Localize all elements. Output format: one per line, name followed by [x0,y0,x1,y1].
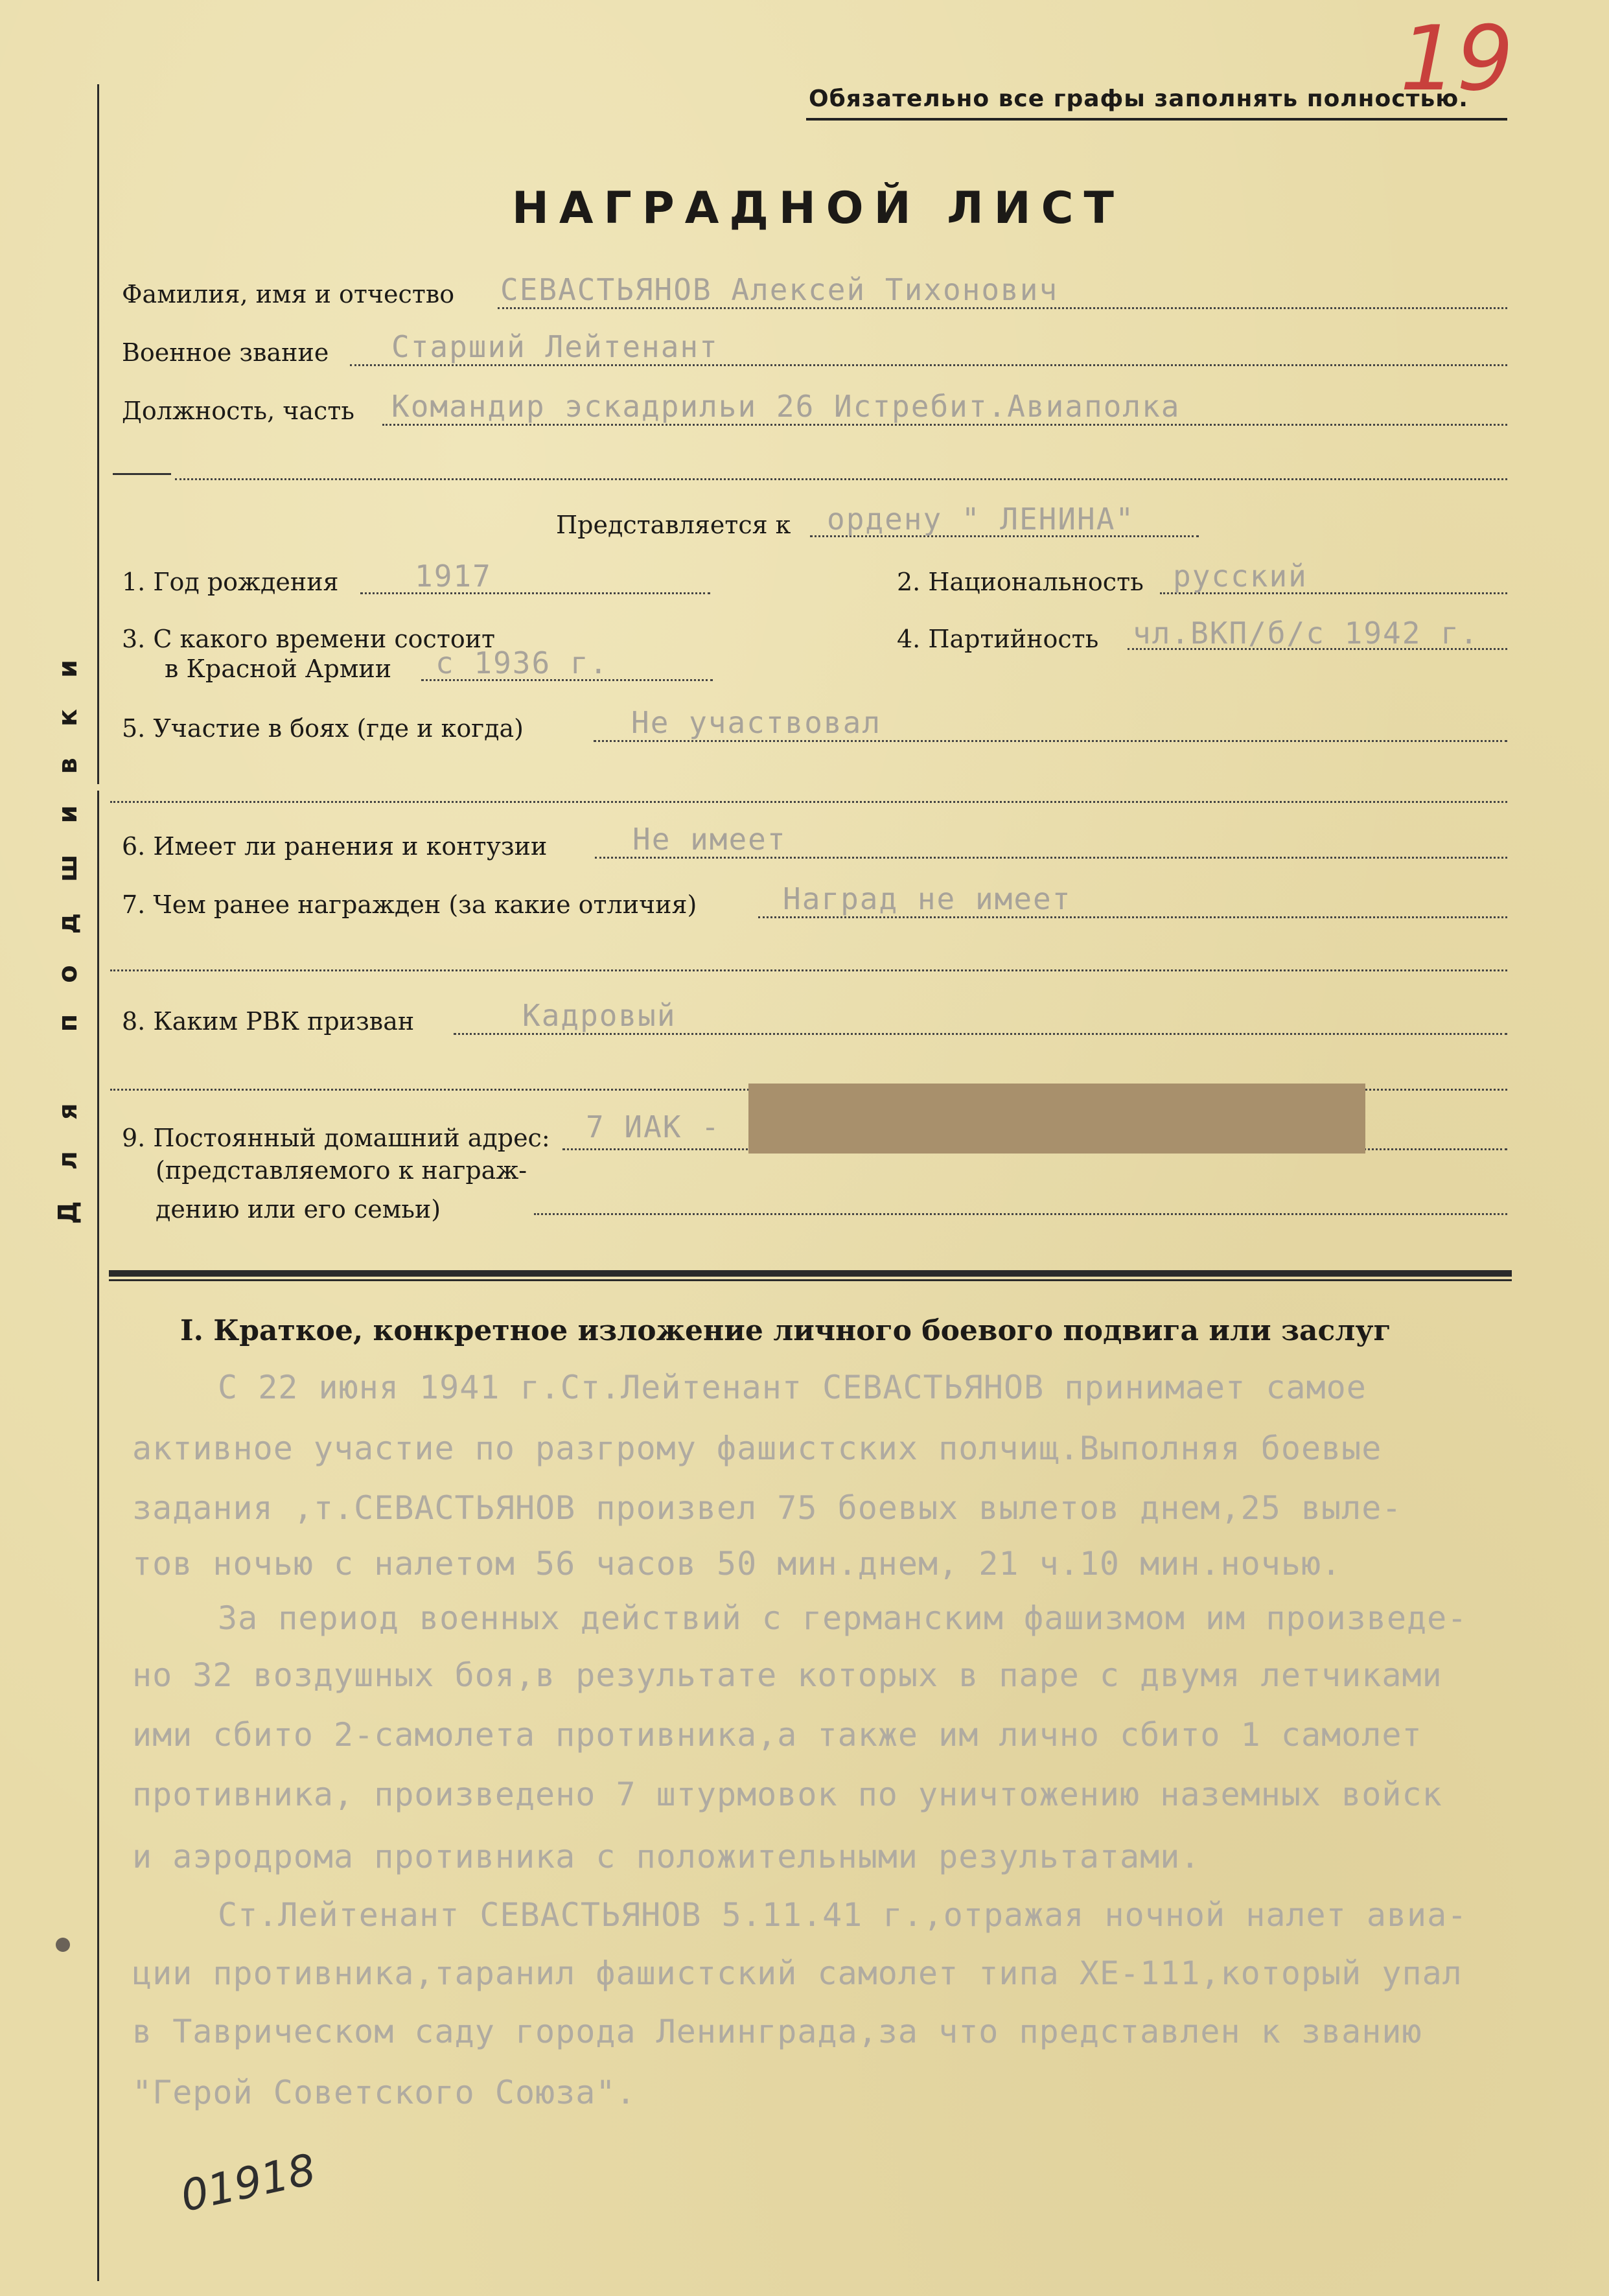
party-label: 4. Партийность [897,625,1099,653]
rank-label: Военное звание [122,338,329,367]
narrative-line: ими сбито 2-самолета противника,а также им лично сбито 1 самолет [132,1716,1422,1754]
position-line2-start [113,473,171,475]
prior-awards-dotted-line-2 [110,969,1507,971]
army-since-value: с 1936 г. [435,645,609,680]
address-value: 7 ИАК - [586,1109,721,1144]
prior-awards-value: Наград не имеет [783,881,1072,916]
narrative-line: противника, произведено 7 штурмовок по уничтожению наземных войск [132,1776,1442,1813]
binding-side-text: Для подшивки [53,629,83,1224]
prior-awards-dotted-line [758,916,1507,918]
birth-year-value: 1917 [415,559,492,594]
address-label-2: (представляемого к награж- [156,1156,527,1185]
narrative-line: и аэродрома противника с положительными результатами. [132,1838,1201,1875]
page-title: НАГРАДНОЙ ЛИСТ [512,183,1124,234]
battles-label: 5. Участие в боях (где и когда) [122,714,524,743]
address-label-1: 9. Постоянный домашний адрес: [122,1124,550,1152]
binding-hole [56,1938,70,1952]
narrative-line: но 32 воздушных боя,в результате которых в паре с двумя летчиками [132,1656,1442,1694]
award-value: ордену " ЛЕНИНА" [827,502,1135,537]
army-since-label-1: 3. С какого времени состоит [122,625,496,653]
prior-awards-label: 7. Чем ранее награжден (за какие отличия) [122,890,697,919]
wounds-value: Не имеет [632,822,787,857]
section-divider-thick [109,1270,1512,1277]
margin-line-bottom [97,791,99,2281]
rank-dotted-line [350,364,1507,366]
page-number: 19 [1400,6,1514,111]
army-since-label-2: в Красной Армии [165,655,392,683]
name-label: Фамилия, имя и отчество [122,280,455,308]
party-value: чл.ВКП/б/с 1942 г. [1133,616,1479,651]
battles-value: Не участвовал [631,705,882,740]
section-divider-thin [109,1279,1512,1281]
nationality-value: русский [1173,559,1308,594]
birth-year-label: 1. Год рождения [122,568,339,596]
narrative-line: активное участие по разгрому фашистских полчищ.Выполняя боевые [132,1430,1382,1467]
position-dotted-line [382,424,1507,426]
birth-year-dotted-line [360,592,710,594]
wounds-label: 6. Имеет ли ранения и контузии [122,832,548,861]
address-label-3: дению или его семьи) [156,1195,441,1223]
award-label: Представляется к [556,511,791,539]
rvk-label: 8. Каким РВК призван [122,1007,415,1036]
mandatory-underline [806,118,1507,121]
section-title: I. Краткое, конкретное изложение личного боевого подвига или заслуг [180,1314,1391,1347]
position-dotted-line-2 [175,478,1507,480]
narrative-line: С 22 июня 1941 г.Ст.Лейтенант СЕВАСТЬЯНОВ принимает самое [218,1369,1367,1406]
battles-dotted-line [594,740,1507,742]
narrative-line: "Герой Советского Союза". [132,2074,636,2111]
rvk-value: Кадровый [522,998,677,1033]
narrative-line: ции противника,таранил фашистский самолет типа ХЕ-111,который упал [132,1954,1463,1992]
nationality-label: 2. Национальность [897,568,1144,596]
narrative-line: Ст.Лейтенант СЕВАСТЬЯНОВ 5.11.41 г.,отражая ночной налет авиа- [218,1896,1468,1934]
rank-value: Старший Лейтенант [391,329,719,364]
position-value: Командир эскадрильи 26 Истребит.Авиаполка [391,389,1181,424]
battles-dotted-line-2 [110,801,1507,803]
narrative-line: задания ,т.СЕВАСТЬЯНОВ произвел 75 боевых вылетов днем,25 выле- [132,1489,1402,1527]
name-dotted-line [498,307,1507,309]
position-label: Должность, часть [122,397,354,425]
rvk-dotted-line [454,1033,1507,1035]
margin-line-top [97,84,99,784]
narrative-line: За период военных действий с германским фашизмом им произведе- [218,1599,1468,1637]
narrative-line: в Таврическом саду города Ленинграда,за что представлен к званию [132,2013,1422,2050]
wounds-dotted-line [595,857,1507,859]
address-dotted-line-2 [534,1213,1507,1215]
mandatory-note: Обязательно все графы заполнять полностью. [809,86,1468,112]
address-redaction [748,1084,1365,1154]
narrative-line: тов ночью с налетом 56 часов 50 мин.днем, 21 ч.10 мин.ночью. [132,1545,1342,1583]
archive-stamp-number: 01918 [176,2144,320,2221]
name-value: СЕВАСТЬЯНОВ Алексей Тихонович [500,272,1059,307]
